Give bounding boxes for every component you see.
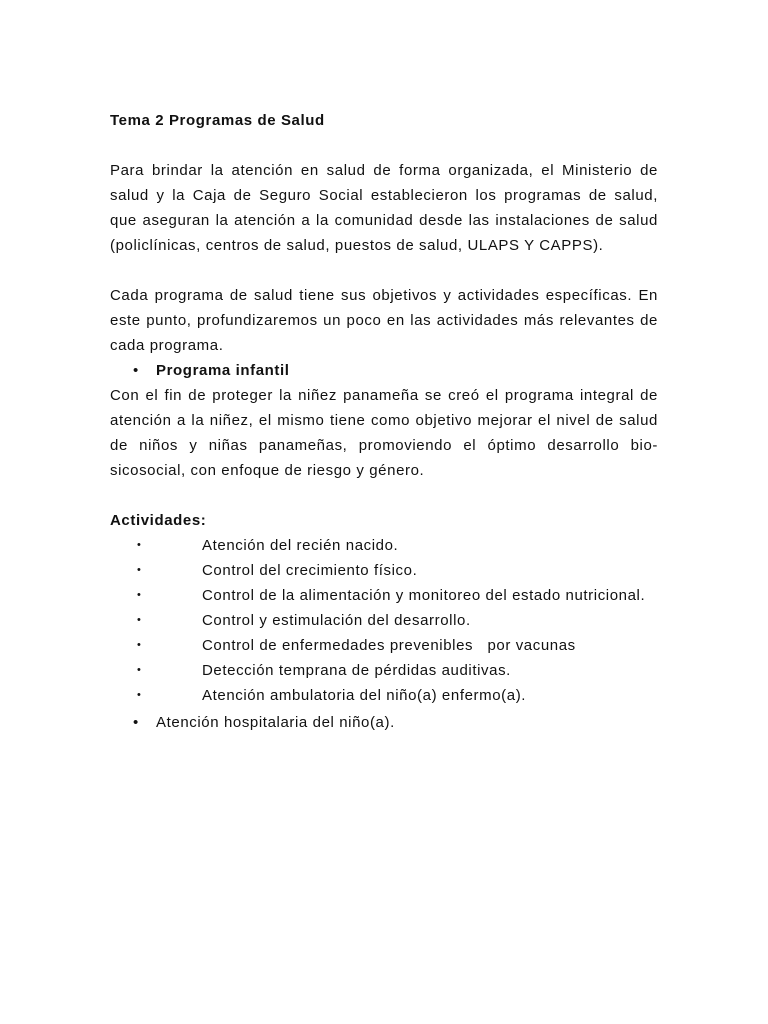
activity-text: Atención del recién nacido. (202, 537, 399, 554)
list-item (110, 533, 658, 558)
activity-text: Control de la alimentación y monitoreo del estado nutricional. (202, 587, 646, 604)
paragraph-infantil: Con el fin de proteger la niñez panameña se creó el programa integral de atención a la niñez, el mismo tiene como objetivo mejorar el nivel de salud de niños y niñas panameñas, promoviendo el óptimo desarrollo bio-sicosocial, con enfoque de riesgo y género. (110, 387, 658, 479)
activity-text: Control del crecimiento físico. (202, 562, 418, 579)
document-page (110, 108, 658, 735)
bullet-dot-icon: • (133, 362, 139, 379)
activity-text: Detección temprana de pérdidas auditivas. (202, 662, 511, 679)
last-bullet-text: Atención hospitalaria del niño(a). (156, 714, 395, 731)
bullet-dot-icon: • (137, 689, 142, 701)
activities-label: Actividades: (110, 512, 207, 529)
bullet-dot-icon: • (137, 664, 142, 676)
bullet-atencion-hospitalaria (110, 710, 658, 735)
list-item (110, 633, 658, 658)
activity-text: Control de enfermedades prevenibles por vacunas (202, 637, 576, 654)
list-item (110, 608, 658, 633)
bullet-dot-icon: • (137, 564, 142, 576)
bullet-dot-icon: • (137, 614, 142, 626)
bullet-dot-icon: • (133, 714, 139, 731)
bullet-heading-text: Programa infantil (156, 362, 290, 379)
activity-text: Control y estimulación del desarrollo. (202, 612, 471, 629)
paragraph-programs: Cada programa de salud tiene sus objetivos y actividades específicas. En este punto, profundizaremos un poco en las actividades más relevantes de cada programa. (110, 287, 658, 354)
list-item (110, 583, 658, 608)
bullet-dot-icon: • (137, 539, 142, 551)
paragraph-intro: Para brindar la atención en salud de forma organizada, el Ministerio de salud y la Caja de Seguro Social establecieron los programas de salud, que aseguran la atención a la comunidad desde las instalaciones de salud (policlínicas, centros de salud, puestos de salud, ULAPS Y CAPPS). (110, 162, 658, 254)
list-item (110, 683, 658, 708)
bullet-dot-icon: • (137, 589, 142, 601)
bullet-dot-icon: • (137, 639, 142, 651)
activities-list (110, 533, 658, 708)
bullet-programa-infantil (110, 358, 658, 383)
document-title: Tema 2 Programas de Salud (110, 112, 325, 129)
list-item (110, 658, 658, 683)
list-item (110, 558, 658, 583)
activity-text: Atención ambulatoria del niño(a) enfermo(a). (202, 687, 527, 704)
